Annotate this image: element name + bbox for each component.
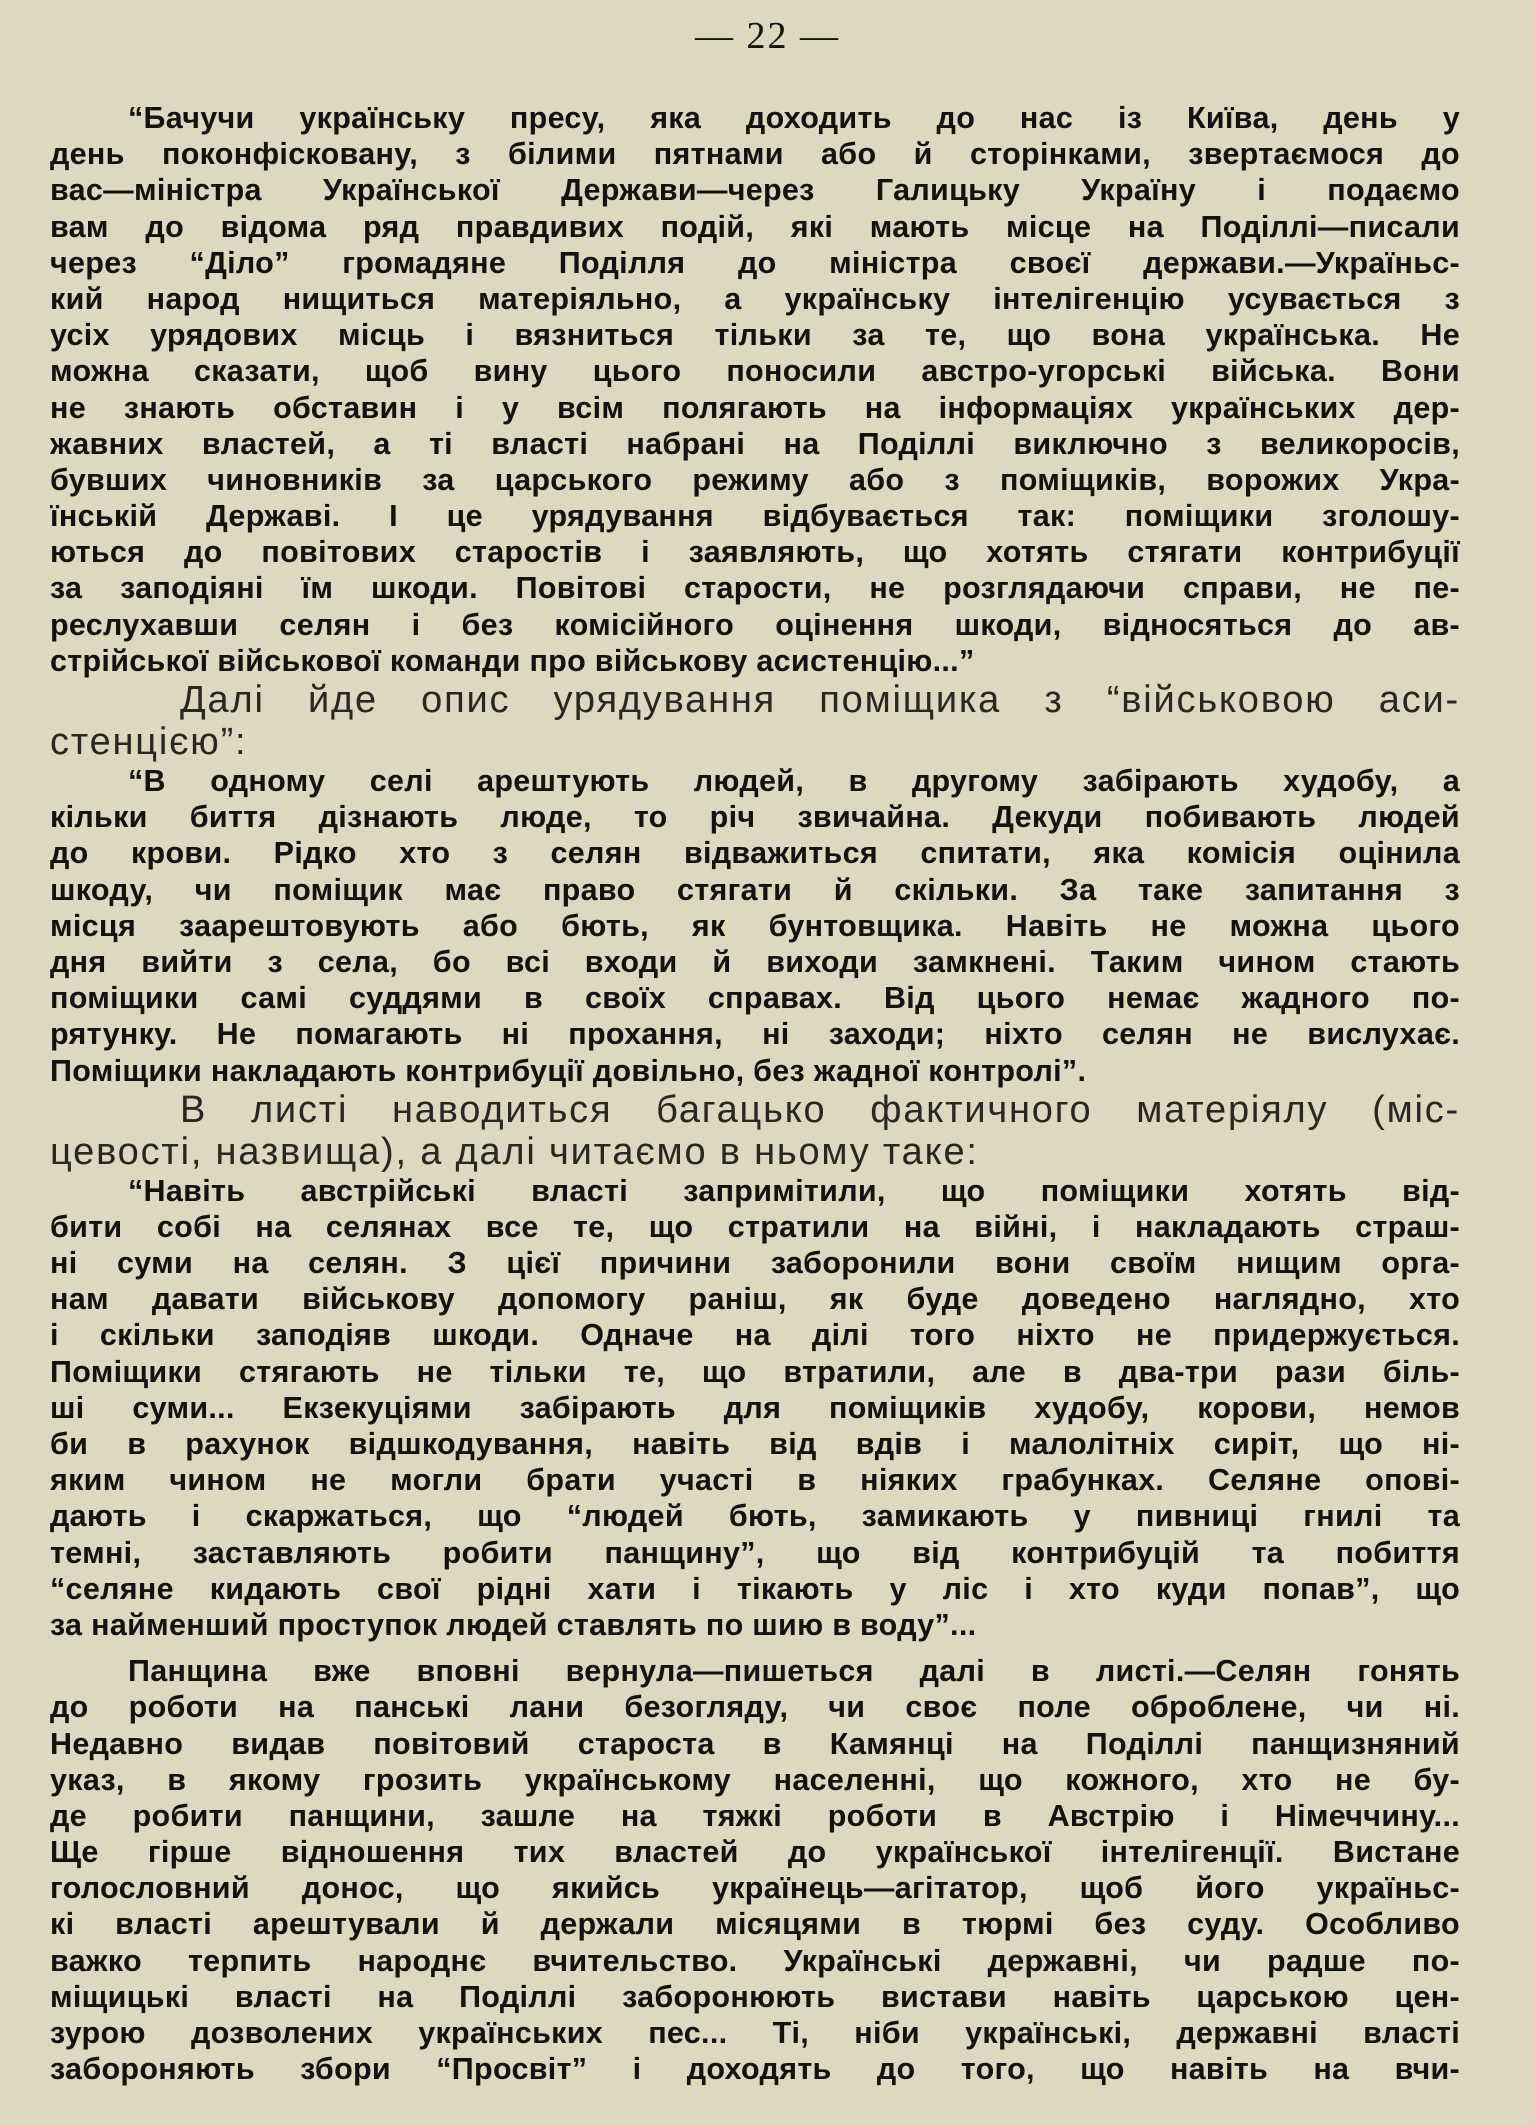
text-line: зурою дозволених українських пес... Ті, ніби українські, державні власті [50,2016,1460,2050]
text-line: ні суми на селян. З цієї причини заборонили вони своїм нищим орга- [50,1246,1460,1281]
text-line: стрійської військової команди про військову асистенцію...” [50,643,975,678]
text-line: ються до повітових старостів і заявляють, що хотять стягати контрибуції [50,535,1460,570]
text-line: де робити панщини, зашле на тяжкі роботи в Австрію і Німеччину... [50,1798,1460,1833]
text-line: цевості, назвища), а далі читаємо в ньому таке: [50,1130,979,1173]
text-line: бити собі на селянах все те, що стратили на війні, і накладають страш- [50,1209,1460,1244]
page-number: — 22 — [695,15,840,57]
quote-paragraph-3 [50,1173,1460,1643]
text-line: поміщики самі суддями в своїх справах. Від цього немає жадного по- [50,981,1460,1016]
text-line: “селяне кидають свої рідні хати і тікають у ліс і хто куди попав”, що [50,1571,1460,1606]
text-line: жавних властей, а ті власті набрані на Поділлі виключно з великоросів, [50,426,1460,461]
text-line: “Навіть австрійські власті запримітили, що поміщики хотять від- [128,1173,1460,1208]
text-line: не знають обставин і у всім полягають на інформаціях українських дер- [50,390,1460,425]
text-line: дають і скаржаться, що “людей бють, замикають у пивниці гнилі та [50,1499,1460,1534]
text-line: за заподіяні їм шкоди. Повітові старости, не розглядаючи справи, не пе- [50,571,1460,606]
text-line: Поміщики стягають не тільки те, що втратили, але в два-три рази біль- [50,1354,1460,1389]
text-line: до роботи на панські лани безогляду, чи своє поле оброблене, чи ні. [50,1690,1460,1725]
text-line: вам до відома ряд правдивих подій, які мають місце на Поділлі—писали [50,209,1460,244]
text-line: ші суми... Екзекуціями забірають для поміщиків худобу, корови, немов [50,1390,1460,1425]
text-line: через “Діло” громадяне Поділля до міністра своєї держави.—Україньс- [50,245,1460,280]
text-line: місця заарештовують або бють, як бунтовщика. Навіть не можна цього [50,908,1460,943]
text-line: Ще гірше відношення тих властей до української інтелігенції. Вистане [50,1835,1460,1870]
narrative-paragraph-2 [50,1089,1460,1173]
text-line: рятунку. Не помагають ні прохання, ні заходи; ніхто селян не вислухає. [50,1017,1460,1052]
text-line: кий народ нищиться матеріяльно, а українську інтелігенцію усувається з [50,281,1460,316]
quote-paragraph-2 [50,763,1460,1089]
text-line: голословний донос, що якийсь українець—агітатор, щоб його україньс- [50,1871,1460,1906]
text-line: “В одному селі арештують людей, в другому забірають худобу, а [128,764,1460,798]
text-line: дня вийти з села, бо всі входи й виходи замкнені. Таким чином стають [50,944,1460,979]
text-line: забороняють збори “Просвіт” і доходять до того, що навіть на вчи- [50,2052,1460,2087]
text-line: Далі йде опис урядування поміщика з “військовою аси- [180,679,1460,721]
text-line: бувших чиновників за царського режиму або з поміщиків, ворожих Укра- [50,462,1460,497]
text-line: кільки биття дізнають люде, то річ звичайна. Декуди побивають людей [50,800,1460,835]
text-line: кі власті арештували й держали місяцями в тюрмі без суду. Особливо [50,1907,1460,1942]
text-line: усіх урядових місць і вязниться тільки за те, що вона українська. Не [50,318,1460,353]
quote-paragraph-1 [50,100,1460,679]
text-line: нам давати військову допомогу раніш, як буде доведено наглядно, хто [50,1282,1460,1317]
text-line: Поміщики накладають контрибуції довільно, без жадної контролі”. [50,1053,1087,1088]
text-line: шкоду, чи поміщик має право стягати й скільки. За таке запитання з [50,872,1460,907]
text-line: важко терпить народнє вчительство. Українські державні, чи радше по- [50,1943,1460,1978]
text-line: і скільки заподіяв шкоди. Одначе на ділі того ніхто не придержується. [50,1318,1460,1353]
text-line: указ, в якому грозить українському населенні, що кожного, хто не бу- [50,1762,1460,1797]
text-line: реслухавши селян і без комісійного оцінення шкоди, відносяться до ав- [50,607,1460,642]
body-paragraph-1 [50,1653,1460,2087]
text-line: міщицькі власті на Поділлі заборонюють вистави навіть царською цен- [50,1979,1460,2014]
text-line: можна сказати, щоб вину цього поносили австро-угорські війська. Вони [50,354,1460,389]
text-line: В листі наводиться багацько фактичного матеріялу (міс- [180,1088,1460,1131]
text-line: “Бачучи українську пресу, яка доходить до нас із Київа, день у [128,101,1460,135]
text-line: їнській Державі. І це урядування відбувається так: поміщики зголошу- [50,499,1460,534]
page-text [50,100,1460,2087]
narrative-paragraph-1 [50,679,1460,763]
text-line: би в рахунок відшкодування, навіть від вдів і малолітніх сиріт, що ні- [50,1427,1460,1461]
text-line: до крови. Рідко хто з селян відважиться спитати, яка комісія оцінила [50,836,1460,871]
text-line: день поконфіскованy, з білими пятнами або й сторінками, звертаємося до [50,137,1460,172]
text-line: Панщина вже вповні вернула—пишеться далі в листі.—Селян гонять [128,1654,1460,1689]
text-line: Недавно видав повітовий староста в Камянці на Поділлі панщизняний [50,1726,1460,1761]
text-line: стенцією”: [50,721,248,763]
text-line: темні, заставляють робити панщину”, що від контрибуцій та побиття [50,1535,1460,1570]
text-line: яким чином не могли брати участі в ніяких грабунках. Селяне опові- [50,1463,1460,1498]
text-line: за найменший проступок людей ставлять по шию в воду”... [50,1607,977,1642]
text-line: вас—міністра Української Держави—через Галицьку Україну і подаємо [50,173,1460,208]
